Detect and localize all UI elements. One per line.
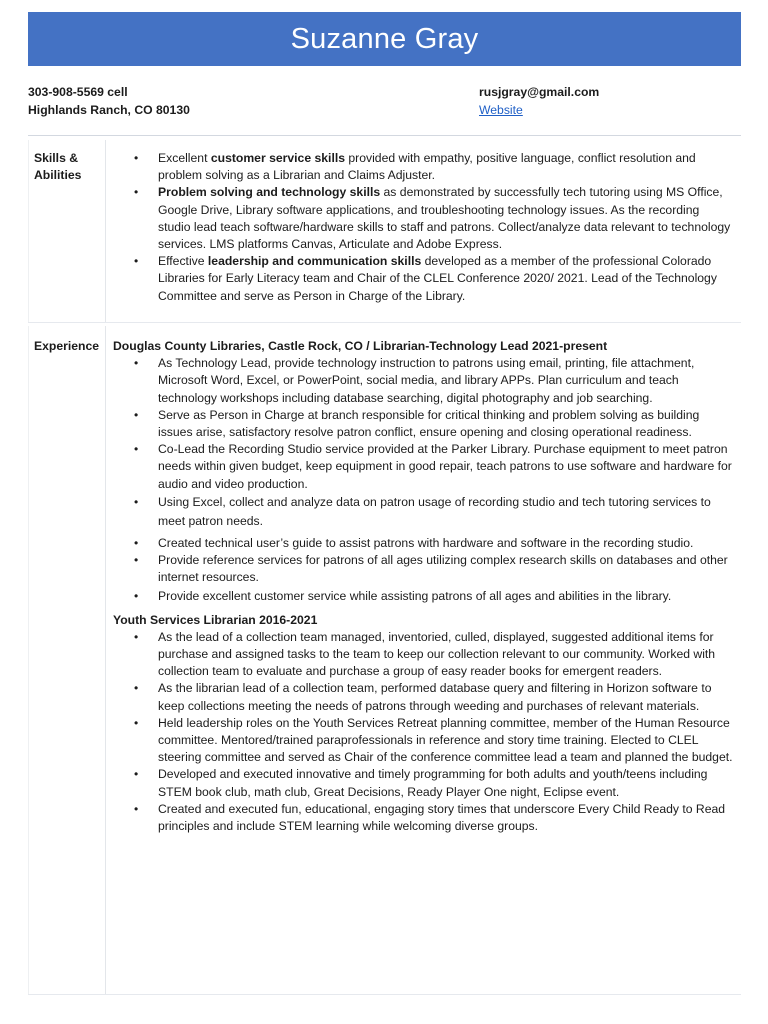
job-heading: Douglas County Libraries, Castle Rock, CO / Librarian-Technology Lead 2021-present <box>113 339 608 353</box>
duty-item: • As Technology Lead, provide technology instruction to patrons using email, printing, file attachment, Microsoft Word, Excel, or PowerPoint, social media, and library APPs. Plan curriculum and teach technology workshops including database searching, digital photography and job searching. <box>113 355 733 407</box>
duty-item: • Held leadership roles on the Youth Services Retreat planning committee, member of the Human Resource committee. Mentored/trained paraprofessionals in reference and story time training. Elected to CLEL steering committee and served as Chair of the conference committee lead a team and planned the budget. <box>113 715 733 767</box>
duty-item: • Serve as Person in Charge at branch responsible for critical thinking and problem solving as building issues arise, satisfactory resolve patron conflict, ensure opening and closing operational readiness. <box>113 407 733 441</box>
experience-column-divider <box>105 326 106 994</box>
job-duties-list <box>113 355 733 605</box>
skills-section-label: Skills & Abilities <box>34 151 82 182</box>
duty-item: • Co-Lead the Recording Studio service provided at the Parker Library. Purchase equipment to meet patron needs within given budget, keep equipment in good repair, teach patrons to use software and hardware for audio and video production. <box>113 441 733 493</box>
skill-item: • Excellent customer service skills provided with empathy, positive language, conflict resolution and problem solving as a Librarian and Claims Adjuster. <box>113 150 733 184</box>
job-duties-list <box>113 629 733 835</box>
job-heading: Youth Services Librarian 2016-2021 <box>113 612 318 627</box>
duty-item: • Provide reference services for patrons of all ages utilizing complex research skills on databases and other internet resources. <box>113 552 733 586</box>
skill-item: • Problem solving and technology skills as demonstrated by successfully tech tutoring using MS Office, Google Drive, Library software applications, and troubleshooting technology issues. As the recording studio lead teach software/hardware skills to staff and patrons. Collect/analyze data relevant to technology services. LMS platforms Canvas, Articulate and Adobe Express. <box>113 184 733 253</box>
experience-content <box>113 338 733 835</box>
duty-item: • Developed and executed innovative and timely programming for both adults and youth/teens including STEM book club, math club, Great Decisions, Ready Player One night, Eclipse event. <box>113 766 733 800</box>
experience-left-border <box>28 326 29 994</box>
experience-section-label: Experience <box>34 339 100 353</box>
duty-item: • Created and executed fun, educational, engaging story times that underscore Every Child Ready to Read principles and include STEM learning while welcoming diverse groups. <box>113 801 733 835</box>
divider-top <box>28 135 741 136</box>
skills-list <box>113 150 733 305</box>
skills-column-divider <box>105 140 106 322</box>
contact-left <box>28 83 190 119</box>
contact-right <box>479 83 599 119</box>
divider-bottom <box>28 994 741 995</box>
resume-name: Suzanne Gray <box>290 22 479 55</box>
location: Highlands Ranch, CO 80130 <box>28 103 190 117</box>
duty-item: • Using Excel, collect and analyze data on patron usage of recording studio and tech tutoring services to meet patron needs. <box>113 493 733 531</box>
divider-skills <box>28 322 741 323</box>
duty-item: • As the librarian lead of a collection team, performed database query and filtering in Horizon software to keep collections meeting the needs of patrons through weeding and purchases of relevant materials. <box>113 680 733 714</box>
skills-content <box>113 150 733 305</box>
phone-number: 303-908-5569 cell <box>28 85 128 99</box>
skills-left-border <box>28 140 29 322</box>
email-address[interactable]: rusjgray@gmail.com <box>479 85 600 99</box>
duty-item: • Provide excellent customer service while assisting patrons of all ages and abilities in the library. <box>113 588 733 605</box>
website-link[interactable]: Website <box>479 103 523 117</box>
skill-item: • Effective leadership and communication skills developed as a member of the professional Colorado Libraries for Early Literacy team and Chair of the CLEL Conference 2020/ 2021. Lead of the Technology Committee and serve as Person in Charge of the Library. <box>113 253 733 305</box>
duty-item: • As the lead of a collection team managed, inventoried, culled, displayed, suggested additional items for purchase and assigned tasks to the team to keep our collection relevant to our community. Worked with collection team to evaluate and purchase a group of easy reader books for emergent readers. <box>113 629 733 681</box>
name-banner <box>28 12 741 66</box>
duty-item: • Created technical user’s guide to assist patrons with hardware and software in the recording studio. <box>113 535 733 552</box>
